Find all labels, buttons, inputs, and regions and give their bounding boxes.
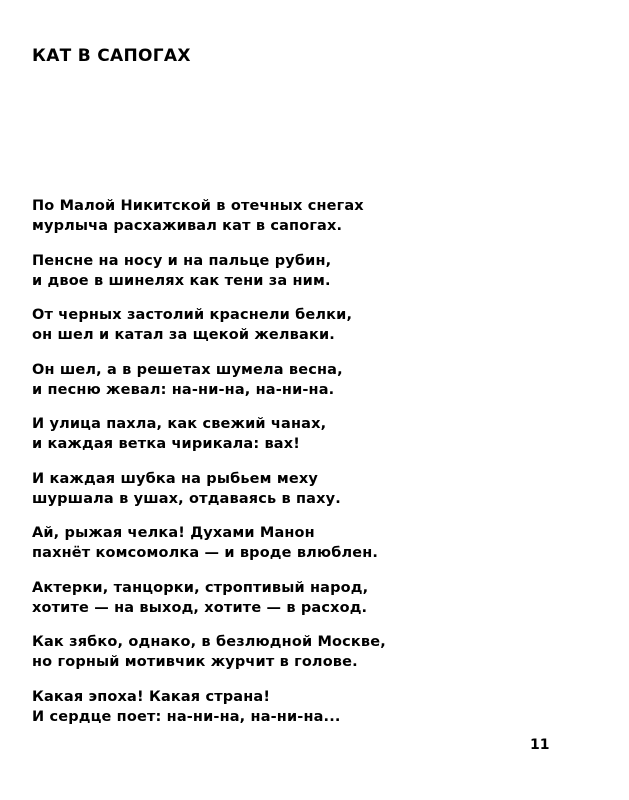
poem-line: пахнёт комсомолка — и вроде влюблен. xyxy=(32,545,379,561)
stanza xyxy=(32,196,592,236)
stanza xyxy=(32,687,592,727)
poem-line: Какая эпоха! Какая страна! xyxy=(32,688,271,705)
poem-line: и каждая ветка чирикала: вах! xyxy=(32,436,301,452)
poem-line: По Малой Никитской в отечных снегах xyxy=(32,198,364,214)
poem-line: И каждая шубка на рыбьем меху xyxy=(32,470,318,487)
poem-line: И сердце поет: на-ни-на, на-ни-на... xyxy=(32,708,341,725)
stanza xyxy=(32,251,592,291)
page-number: 11 xyxy=(530,737,550,753)
poem-line: он шел и катал за щекой желваки. xyxy=(32,327,335,343)
poem-line: шуршала в ушах, отдаваясь в паху. xyxy=(32,490,341,507)
poem-body xyxy=(32,196,592,741)
poem-line: И улица пахла, как свежий чанах, xyxy=(32,416,327,432)
stanza xyxy=(32,414,592,454)
stanza xyxy=(32,523,592,563)
poem-line: Актерки, танцорки, строптивый народ, xyxy=(32,579,369,596)
poem-line: Как зябко, однако, в безлюдной Москве, xyxy=(32,634,386,650)
stanza xyxy=(32,578,592,618)
poem-line: Пенсне на носу и на пальце рубин, xyxy=(32,252,332,269)
stanza xyxy=(32,469,592,509)
poem-line: но горный мотивчик журчит в голове. xyxy=(32,654,358,670)
poem-line: и песню жевал: на-ни-на, на-ни-на. xyxy=(32,381,335,398)
poem-line: мурлыча расхаживал кат в сапогах. xyxy=(32,218,343,234)
stanza xyxy=(32,360,592,400)
poem-line: хотите — на выход, хотите — в расход. xyxy=(32,599,368,616)
poem-line: От черных застолий краснели белки, xyxy=(32,307,353,323)
poem-line: Он шел, а в решетах шумела весна, xyxy=(32,361,343,378)
poem-line: Ай, рыжая челка! Духами Манон xyxy=(32,525,315,541)
poem-line: и двое в шинелях как тени за ним. xyxy=(32,272,331,289)
stanza xyxy=(32,305,592,345)
stanza xyxy=(32,632,592,672)
poem-title: КАТ В САПОГАХ xyxy=(32,46,191,66)
